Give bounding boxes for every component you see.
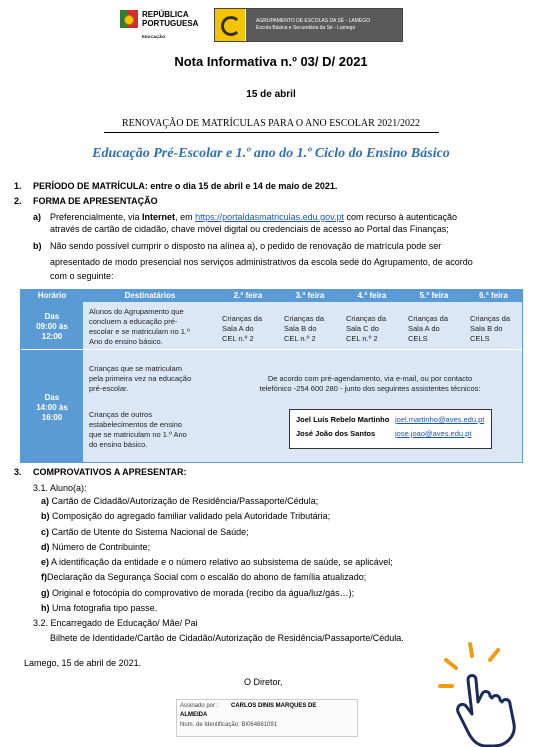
section-2-number: 2. — [14, 196, 22, 206]
signer-id: Num. de Identificação: BI064881091 — [180, 722, 278, 728]
header-quarta: 4.ª feira — [341, 290, 403, 302]
header-segunda: 2.ª feira — [217, 290, 279, 302]
place-date: Lamego, 15 de abril de 2021. — [24, 658, 142, 668]
logo-text-line2: PORTUGUESA — [142, 19, 199, 28]
document-heading: RENOVAÇÃO DE MATRÍCULAS PARA O ANO ESCOLAR 2021/2022 — [121, 118, 421, 129]
heading-underline — [104, 132, 439, 133]
row1-quarta: Crianças da Sala C do CEL n.º 2 — [346, 314, 387, 343]
section-1-number: 1. — [14, 181, 22, 191]
list-item: h) Uma fotografia tipo passe. — [41, 603, 158, 614]
portal-matriculas-link[interactable]: https://portaldasmatriculas.edu.gov.pt — [195, 212, 344, 222]
list-item: d) Número de Contribuinte; — [41, 541, 151, 552]
contacts-box — [289, 409, 492, 449]
item-a-line2: através de cartão de cidadão, chave móvel digital ou credenciais de acesso ao Portal das Finanças; — [50, 224, 449, 234]
item-b-line2: apresentado de modo presencial nos serviços administrativos da escola sede do Agrupamento, de acordo — [50, 257, 473, 267]
item-b-line3: com o seguinte: — [50, 271, 114, 281]
section-2-text: FORMA DE APRESENTAÇÃO — [33, 196, 158, 206]
document-subheading: Educação Pré-Escolar e 1.º ano do 1.º Ciclo do Ensino Básico — [92, 146, 450, 161]
row2-destinatarios-2: Crianças de outros estabelecimentos de ensino que se matriculam no 1.º Ano do ensino básico. — [89, 410, 187, 449]
signer-name-line2: ALMEIDA — [180, 712, 208, 718]
section-1-text: PERÍODO DE MATRÍCULA: entre o dia 15 de abril e 14 de maio de 2021. — [33, 181, 338, 191]
signature-label: Assinado por : — [180, 703, 219, 709]
header-destinatarios: Destinatários — [83, 290, 217, 302]
item-a-label: a) — [33, 212, 42, 222]
director-role: O Diretor, — [244, 677, 283, 687]
agrupamento-logo — [214, 8, 403, 42]
list-item: f)Declaração da Segurança Social com o escalão do abono de família atualizado; — [41, 572, 367, 583]
subsection-3-2: 3.2. Encarregado de Educação/ Mãe/ Pai — [33, 618, 198, 628]
agrupamento-name: AGRUPAMENTO DE ESCOLAS DA SÉ - LAMEGO — [256, 18, 371, 24]
row1-segunda: Crianças da Sala A do CEL n.º 2 — [222, 314, 263, 343]
contact-name: José João dos Santos — [296, 429, 376, 438]
row2-time: Das 14:00 às 16:00 — [21, 350, 83, 462]
list-item: b) Composição do agregado familiar validado pela Autoridade Tributária; — [41, 511, 331, 522]
row1-terca: Crianças da Sala B do CEL n.º 2 — [284, 314, 325, 343]
documents-list — [41, 495, 511, 617]
contact-email-link[interactable]: joel.martinho@aves.edu.pt — [395, 415, 485, 424]
list-item: a) Cartão de Cidadão/Autorização de Residência/Passaporte/Cédula; — [41, 496, 319, 506]
row2-info: De acordo com pré-agendamento, via e-mail, ou por contacto telefónico -254 600 280 - junto dos seguintes assistentes técnicos: — [259, 374, 481, 393]
item-a-bold: Internet — [142, 212, 176, 222]
portugal-flag-icon — [120, 10, 138, 28]
republica-portuguesa-logo — [120, 8, 210, 42]
section-3-text: COMPROVATIVOS A APRESENTAR: — [33, 467, 187, 477]
logo-subtext: EDUCAÇÃO — [142, 34, 166, 39]
row1-sexta: Crianças da Sala B do CELS — [470, 314, 511, 343]
digital-signature — [176, 699, 358, 737]
school-emblem-icon — [215, 9, 245, 41]
document-title: Nota Informativa n.º 03/ D/ 2021 — [174, 54, 368, 69]
header-terca: 3.ª feira — [279, 290, 341, 302]
item-b-label: b) — [33, 241, 42, 251]
header-horario: Horário — [21, 290, 83, 302]
item-a-pre: Preferencialmente, via — [50, 212, 143, 222]
section-3-number: 3. — [14, 467, 22, 477]
row-separator — [21, 349, 522, 350]
row1-quinta: Crianças da Sala A do CELS — [408, 314, 449, 343]
list-item: e) A identificação da entidade e o número relativo ao subsistema de saúde, se aplicável; — [41, 557, 393, 568]
logo-text-line1: REPÚBLICA — [142, 10, 189, 19]
subsection-3-1: 3.1. Aluno(a): — [33, 483, 87, 493]
item-a-post: com recurso à autenticação — [344, 212, 458, 222]
list-item: c) Cartão de Utente do Sistema Nacional de Saúde; — [41, 526, 249, 537]
row1-destinatarios: Alunos do Agrupamento que concluem a educação pré- escolar e se matriculam no 1.º Ano do ensino básico. — [89, 307, 190, 346]
list-item: g) Original e fotocópia do comprovativo de morada (recibo da água/luz/gás…); — [41, 587, 355, 598]
item-b-line1: Não sendo possível cumprir o disposto na alínea a), o pedido de renovação de matrícula pode ser — [50, 241, 442, 251]
row2-destinatarios-1: Crianças que se matriculam pela primeira vez na educação pré-escolar. — [89, 364, 192, 393]
contact-name: Joel Luís Rebelo Martinho — [296, 415, 390, 424]
document-date: 15 de abril — [246, 89, 296, 100]
schedule-table — [20, 289, 523, 463]
header-quinta: 5.ª feira — [403, 290, 465, 302]
click-hand-icon — [434, 640, 542, 747]
school-name: Escola Básica e Secundária da Sé - Lamego — [256, 25, 356, 31]
header-sexta: 6.ª feira — [465, 290, 522, 302]
item-a-mid: , em — [175, 212, 196, 222]
signer-name-line1: CARLOS DINIS MARQUES DE — [231, 703, 317, 709]
item-a-line1 — [50, 211, 522, 223]
subsection-3-2-text: Bilhete de Identidade/Cartão de Cidadão/Autorização de Residência/Passaporte/Cédula. — [50, 633, 404, 643]
contact-email-link[interactable]: jose.joao@aves.edu.pt — [395, 429, 472, 438]
row1-time: Das 09:00 às 12:00 — [21, 302, 83, 349]
